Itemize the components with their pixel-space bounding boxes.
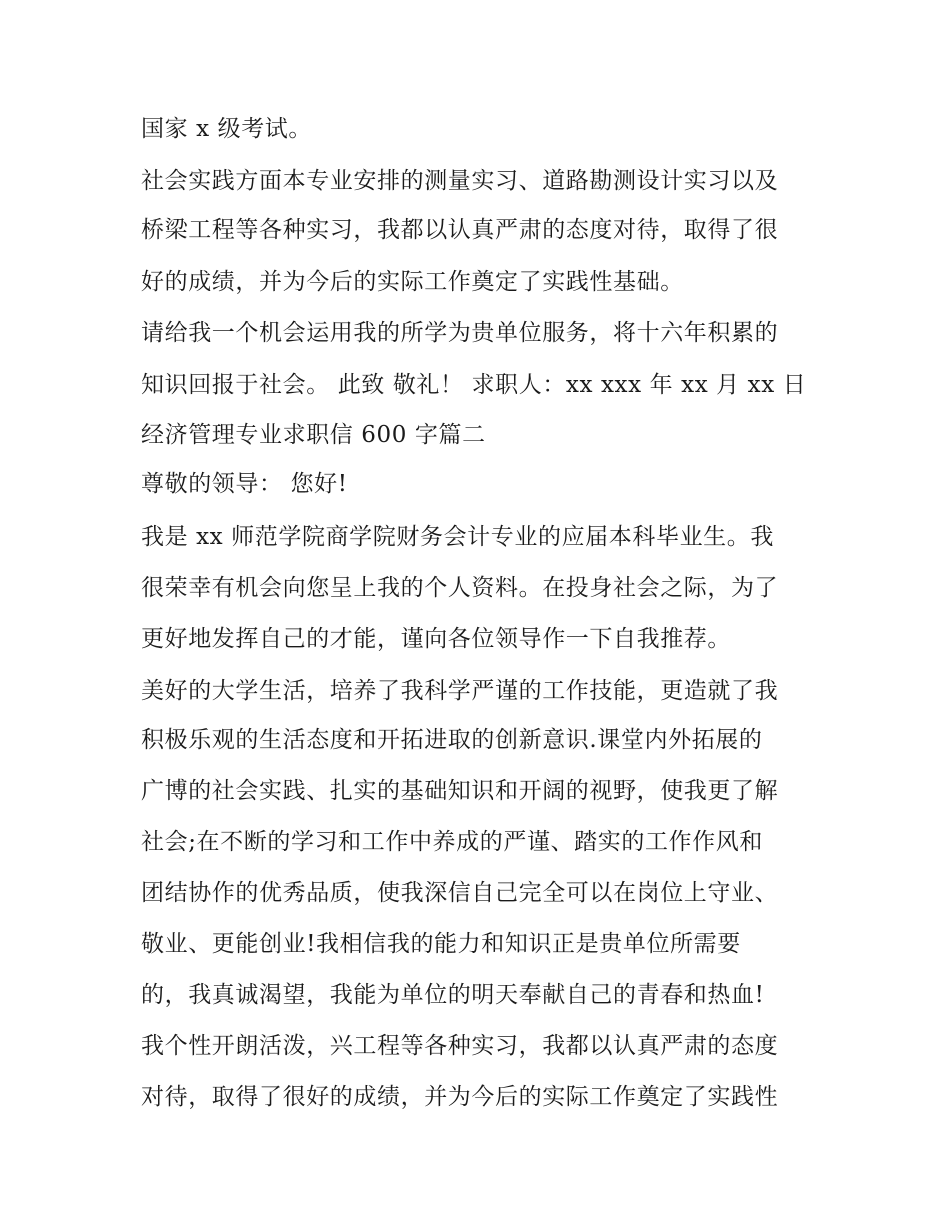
text-line: 对待，取得了很好的成绩，并为今后的实际工作奠定了实践性 xyxy=(141,1084,779,1110)
text-line: 我是 xx 师范学院商学院财务会计专业的应届本科毕业生。我 xyxy=(141,524,774,550)
text-line: 更好地发挥自己的才能，谨向各位领导作一下自我推荐。 xyxy=(141,626,731,652)
text-line: 广博的社会实践、扎实的基础知识和开阔的视野，使我更了解 xyxy=(141,778,779,804)
text-line: 积极乐观的生活态度和开拓进取的创新意识.课堂内外拓展的 xyxy=(141,727,763,753)
greeting-line: 尊敬的领导： 您好! xyxy=(141,471,348,497)
section-heading: 经济管理专业求职信 600 字篇二 xyxy=(141,422,486,448)
text-line: 好的成绩，并为今后的实际工作奠定了实践性基础。 xyxy=(141,269,684,295)
text-line: 桥梁工程等各种实习，我都以认真严肃的态度对待，取得了很 xyxy=(141,217,779,243)
text-line: 美好的大学生活，培养了我科学严谨的工作技能，更造就了我 xyxy=(141,678,779,704)
text-line: 知识回报于社会。 此致 敬礼！ 求职人：xx xxx 年 xx 月 xx 日 xyxy=(141,372,807,398)
text-line: 社会;在不断的学习和工作中养成的严谨、踏实的工作作风和 xyxy=(141,829,763,855)
text-line: 敬业、更能创业!我相信我的能力和知识正是贵单位所需要 xyxy=(141,931,741,957)
text-line: 团结协作的优秀品质，使我深信自己完全可以在岗位上守业、 xyxy=(141,880,779,906)
text-line: 社会实践方面本专业安排的测量实习、道路勘测设计实习以及 xyxy=(141,168,779,194)
text-line: 请给我一个机会运用我的所学为贵单位服务，将十六年积累的 xyxy=(141,320,779,346)
text-line: 的，我真诚渴望，我能为单位的明天奉献自己的青春和热血! xyxy=(141,982,765,1008)
text-line: 我个性开朗活泼，兴工程等各种实习，我都以认真严肃的态度 xyxy=(141,1033,779,1059)
text-line: 很荣幸有机会向您呈上我的个人资料。在投身社会之际，为了 xyxy=(141,575,779,601)
text-line: 国家 x 级考试。 xyxy=(141,116,312,142)
